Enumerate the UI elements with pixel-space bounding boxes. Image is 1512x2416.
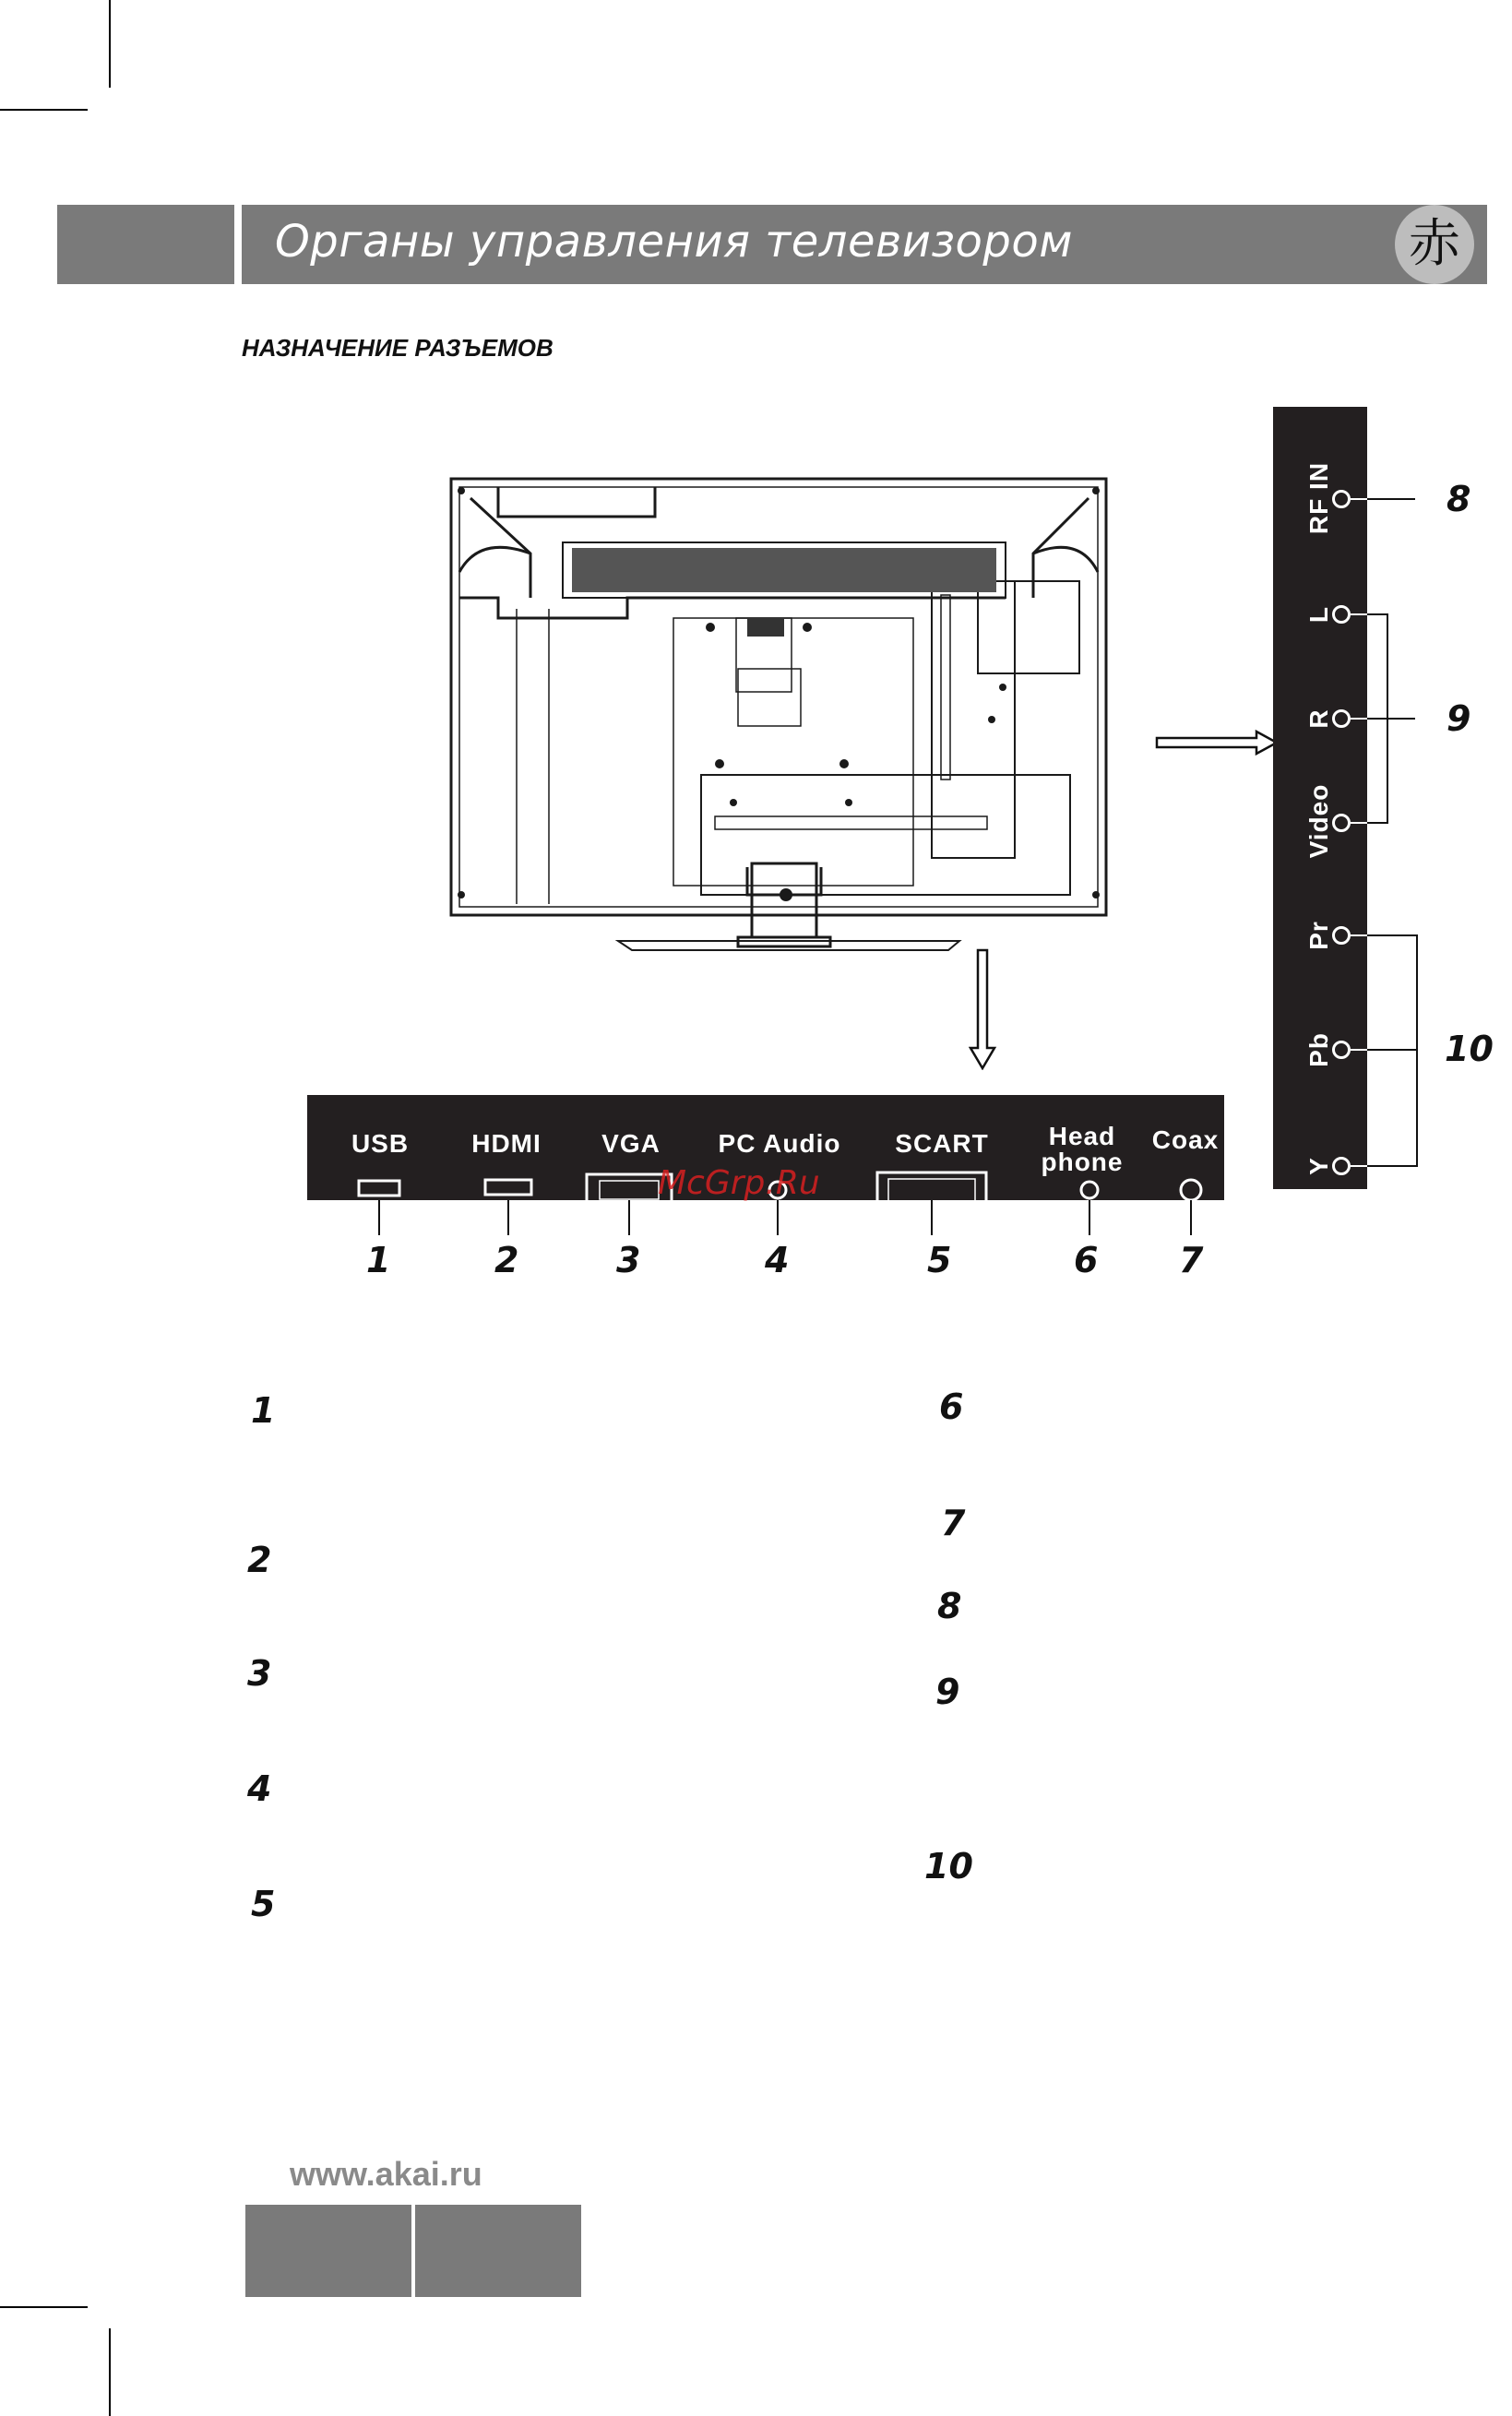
list-number-4: 4 <box>247 1768 272 1809</box>
side-label-pr: Pr <box>1304 921 1333 950</box>
port-number-6: 6 <box>1074 1240 1099 1280</box>
crop-mark <box>0 109 88 111</box>
port-label-coax: Coax <box>1151 1125 1220 1154</box>
list-number-6: 6 <box>939 1387 964 1427</box>
side-number-8: 8 <box>1447 479 1471 519</box>
list-number-3: 3 <box>247 1653 272 1694</box>
side-number-10: 10 <box>1445 1029 1494 1069</box>
port-label-head: Head <box>1048 1122 1116 1150</box>
side-label-video: Video <box>1304 783 1333 859</box>
tv-rear-illustration <box>443 470 1144 1061</box>
side-label-y: Y <box>1304 1157 1333 1175</box>
side-label-pb: Pb <box>1304 1032 1333 1067</box>
side-label-l: L <box>1304 605 1333 624</box>
port-number-3: 3 <box>616 1240 641 1280</box>
list-number-2: 2 <box>247 1540 272 1580</box>
port-number-5: 5 <box>927 1240 952 1280</box>
crop-mark <box>0 2306 88 2308</box>
port-label-scart: SCART <box>895 1129 989 1158</box>
arrow-down-icon <box>969 948 998 1070</box>
list-number-10: 10 <box>924 1846 973 1886</box>
brand-logo-icon: 赤 <box>1395 205 1474 284</box>
side-label-r: R <box>1304 708 1333 729</box>
port-label-hdmi: HDMI <box>471 1129 542 1158</box>
list-number-1: 1 <box>251 1390 276 1431</box>
pr-jack-icon <box>1332 926 1351 945</box>
footer-block-right <box>415 2205 581 2297</box>
audio-r-jack-icon <box>1332 709 1351 728</box>
port-number-2: 2 <box>494 1240 519 1280</box>
port-label-pc-audio: PC Audio <box>718 1129 841 1158</box>
port-number-1: 1 <box>366 1240 391 1280</box>
usb-port-icon <box>359 1181 399 1196</box>
website-link[interactable]: www.akai.ru <box>290 2155 482 2193</box>
list-number-8: 8 <box>937 1586 962 1626</box>
arrow-right-icon <box>1155 729 1280 756</box>
footer-block-left <box>245 2205 411 2297</box>
header-left-block <box>57 205 234 284</box>
port-label-vga: VGA <box>601 1129 661 1158</box>
port-label-phone: phone <box>1041 1148 1124 1176</box>
side-label-rf-in: RF IN <box>1304 461 1333 535</box>
port-number-7: 7 <box>1179 1240 1204 1280</box>
side-panel-lines-inside <box>1351 480 1367 1181</box>
y-jack-icon <box>1332 1157 1351 1175</box>
video-jack-icon <box>1332 814 1351 832</box>
page-title: Органы управления телевизором <box>275 216 1073 268</box>
list-number-5: 5 <box>251 1884 276 1924</box>
rf-in-jack-icon <box>1332 490 1351 508</box>
pb-jack-icon <box>1332 1041 1351 1059</box>
port-number-4: 4 <box>765 1240 790 1280</box>
watermark: McGrp.Ru <box>658 1164 820 1202</box>
crop-mark <box>109 2328 111 2416</box>
side-number-9: 9 <box>1447 698 1471 739</box>
hdmi-port-icon <box>485 1180 531 1195</box>
list-number-7: 7 <box>941 1503 966 1543</box>
section-title: НАЗНАЧЕНИЕ РАЗЪЕМОВ <box>242 334 554 362</box>
crop-mark <box>109 0 111 88</box>
audio-l-jack-icon <box>1332 605 1351 624</box>
list-number-9: 9 <box>935 1672 960 1712</box>
port-label-usb: USB <box>351 1129 410 1158</box>
